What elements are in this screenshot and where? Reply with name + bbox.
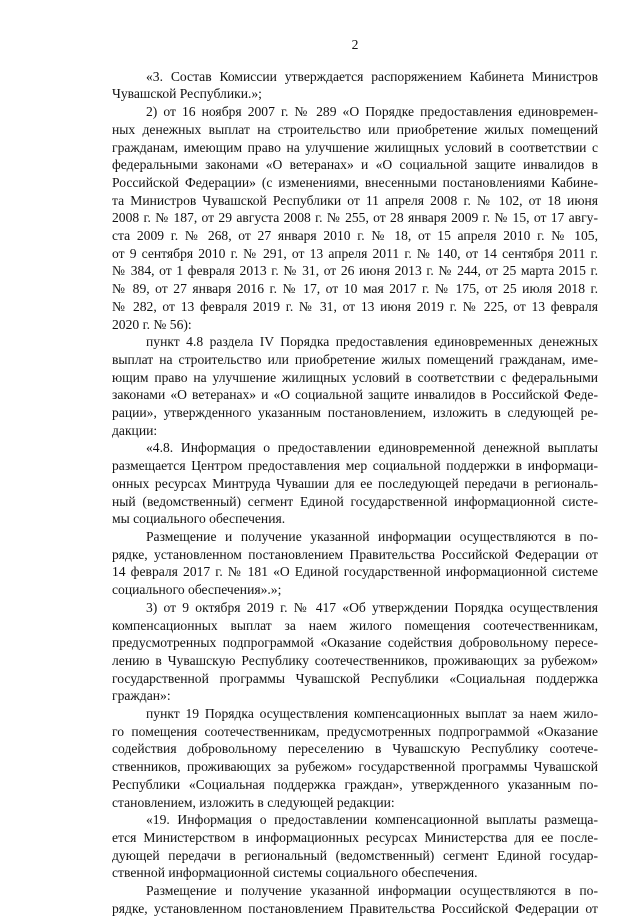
text-line: федеральными законами «О ветеранах» и «О социальной защите инвалидов в (112, 157, 598, 173)
text-line: ющим право на улучшение жилищных условий в соответствии с федеральными (112, 369, 598, 385)
text-line: «19. Информация о предоставлении компенсационной выплаты размеща- (146, 812, 598, 828)
text-line: 2020 г. № 56): (112, 316, 192, 332)
paragraph (112, 439, 598, 528)
paragraph (112, 103, 598, 333)
text-line: Размещение и получение указанной информации осуществляются в по- (146, 883, 598, 899)
text-line: дующей передачи в региональный (ведомственный) сегмент Единой государ- (112, 847, 598, 863)
paragraph (112, 811, 598, 882)
text-line: № 282, от 13 февраля 2019 г. № 31, от 13 июня 2019 г. № 225, от 13 февраля (112, 298, 598, 314)
text-line: граждан»: (112, 688, 171, 704)
text-line: 2) от 16 ноября 2007 г. № 289 «О Порядке предоставления единовремен- (146, 104, 598, 120)
text-line: от 9 сентября 2010 г. № 291, от 13 апреля 2011 г. № 140, от 14 сентября 2011 г. (112, 245, 598, 261)
page-number: 2 (351, 37, 359, 52)
paragraph (112, 705, 598, 811)
text-line: содействия добровольному переселению в Чувашскую Республику соотече- (112, 741, 598, 757)
text-line: ных денежных выплат на строительство или приобретение жилых помещений (112, 121, 598, 137)
paragraph (112, 882, 598, 917)
text-line: рядке, установленном постановлением Правительства Российской Федерации от (112, 546, 598, 562)
text-line: социального обеспечения».»; (112, 582, 282, 598)
paragraph (112, 333, 598, 439)
paragraph (112, 528, 598, 599)
text-line: ста 2009 г. № 268, от 27 января 2010 г. № 18, от 15 апреля 2010 г. № 105, (112, 228, 598, 244)
text-line: предусмотренных подпрограммой «Оказание содействия добровольному пересе- (112, 635, 598, 651)
text-line: пункт 4.8 раздела IV Порядка предоставления единовременных денежных (146, 334, 598, 350)
text-line: размещается Центром предоставления мер социальной поддержки в информаци- (112, 458, 598, 474)
text-line: становлением, изложить в следующей редакции: (112, 794, 395, 810)
text-line: го помещения соотечественникам, предусмотренных подпрограммой «Оказание (112, 723, 598, 739)
text-line: онных ресурсах Минтруда Чувашии для ее последующей передачи в региональ- (112, 475, 598, 491)
text-line: «3. Состав Комиссии утверждается распоряжением Кабинета Министров (146, 68, 598, 84)
text-line: № 89, от 27 января 2016 г. № 17, от 10 мая 2017 г. № 175, от 25 июля 2018 г. (112, 281, 598, 297)
text-line: рации», утвержденного указанным постановлением, изложить в следующей ре- (112, 405, 598, 421)
text-line: ственников, проживающих за рубежом» государственной программы Чувашской (112, 759, 598, 775)
text-line: мы социального обеспечения. (112, 511, 286, 527)
text-line: законами «О ветеранах» и «О социальной защите инвалидов в Российской Феде- (112, 387, 598, 403)
text-line: Российской Федерации» (с изменениями, внесенными постановлениями Кабине- (112, 174, 598, 190)
paragraph (112, 599, 598, 705)
document-body (112, 68, 598, 917)
text-line: лению в Чувашскую Республику соотечественников, проживающих за рубежом» (112, 652, 598, 668)
text-line: пункт 19 Порядка осуществления компенсационных выплат за наем жило- (146, 706, 598, 722)
text-line: выплат на строительство или приобретение жилых помещений гражданам, име- (112, 351, 598, 367)
paragraph (112, 68, 598, 103)
text-line: ственной информационной системы социального обеспечения. (112, 865, 478, 881)
text-line: Чувашской Республики.»; (112, 86, 262, 102)
text-line: «4.8. Информация о предоставлении единовременной денежной выплаты (146, 440, 598, 456)
text-line: гражданам, имеющим право на улучшение жилищных условий в соответствии с (112, 139, 598, 155)
text-line: дакции: (112, 422, 158, 438)
text-line: Размещение и получение указанной информации осуществляются в по- (146, 528, 598, 544)
text-line: № 384, от 1 февраля 2013 г. № 31, от 26 июня 2013 г. № 244, от 25 марта 2015 г. (112, 263, 598, 279)
text-line: ный (ведомственный) сегмент Единой государственной информационной систе- (112, 493, 598, 509)
text-line: Республики «Социальная поддержка граждан», утвержденного указанным по- (112, 776, 598, 792)
text-line: 14 февраля 2017 г. № 181 «О Единой государственной информационной системе (112, 564, 598, 580)
text-line: та Министров Чувашской Республики от 11 апреля 2008 г. № 102, от 18 июня (112, 192, 598, 208)
text-line: компенсационных выплат за наем жилого помещения соотечественникам, (112, 617, 598, 633)
text-line: государственной программы Чувашской Республики «Социальная поддержка (112, 670, 598, 686)
text-line: 2008 г. № 187, от 29 августа 2008 г. № 255, от 28 января 2009 г. № 15, от 17 авгу- (112, 210, 598, 226)
text-line: ется Министерством в информационных ресурсах Министерства для ее после- (112, 829, 598, 845)
text-line: рядке, установленном постановлением Правительства Российской Федерации от (112, 900, 598, 916)
text-line: 3) от 9 октября 2019 г. № 417 «Об утверждении Порядка осуществления (146, 599, 598, 615)
